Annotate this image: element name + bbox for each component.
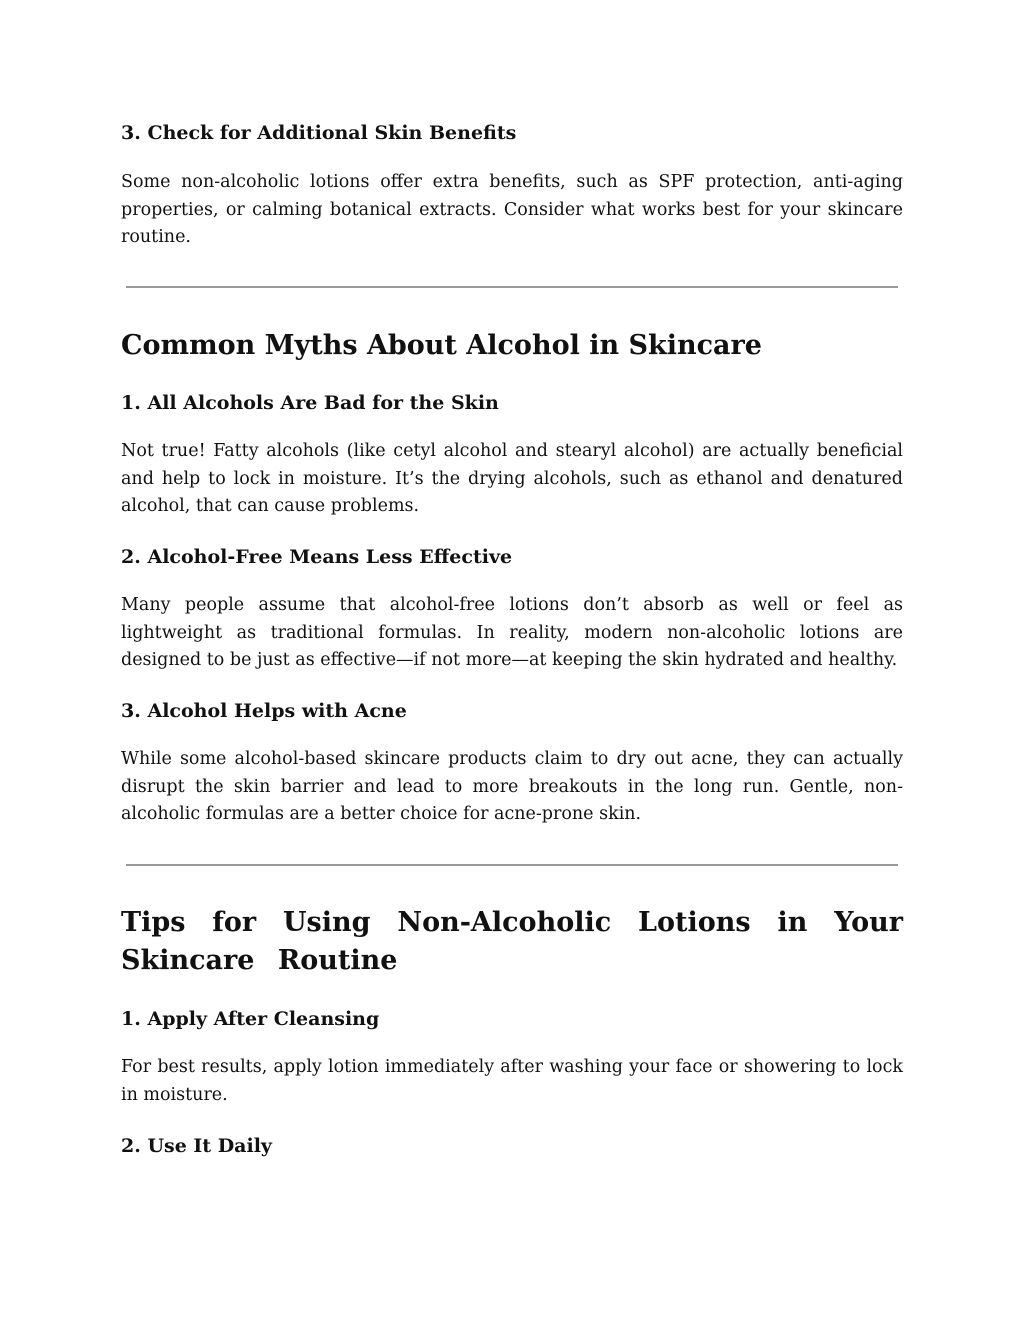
section-divider — [126, 864, 898, 866]
tip-2-heading: 2. Use It Daily — [121, 1135, 272, 1157]
myth-3-heading: 3. Alcohol Helps with Acne — [121, 700, 407, 722]
myth-2-paragraph: Many people assume that alcohol-free lotions don’t absorb as well or feel as lightweight as traditional formulas. In reality, modern non-alcoholic lotions are designed to be just as effective—if not more—at keeping the skin hydrated and healthy. — [121, 595, 903, 670]
myth-1-heading: 1. All Alcohols Are Bad for the Skin — [121, 392, 499, 414]
section-divider — [126, 286, 898, 288]
tip-1-paragraph: For best results, apply lotion immediately after washing your face or showering to lock in moisture. — [121, 1057, 903, 1105]
myth-3-paragraph: While some alcohol-based skincare products claim to dry out acne, they can actually disrupt the skin barrier and lead to more breakouts in the long run. Gentle, non-alcoholic formulas are a better choice for acne-prone skin. — [121, 749, 903, 824]
benefits-paragraph: Some non-alcoholic lotions offer extra benefits, such as SPF protection, anti-aging properties, or calming botanical extracts. Consider what works best for your skincare routine. — [121, 172, 903, 247]
myth-1-paragraph: Not true! Fatty alcohols (like cetyl alcohol and stearyl alcohol) are actually beneficial and help to lock in moisture. It’s the drying alcohols, such as ethanol and denatured alcohol, that can cause problems. — [121, 441, 903, 516]
myth-2-heading: 2. Alcohol-Free Means Less Effective — [121, 546, 513, 568]
tips-section-title: Tips for Using Non-Alcoholic Lotions in Your Skincare Routine — [121, 907, 903, 976]
tip-1-heading: 1. Apply After Cleansing — [121, 1008, 380, 1030]
myths-section-title: Common Myths About Alcohol in Skincare — [121, 330, 762, 361]
benefits-heading: 3. Check for Additional Skin Benefits — [121, 122, 517, 144]
